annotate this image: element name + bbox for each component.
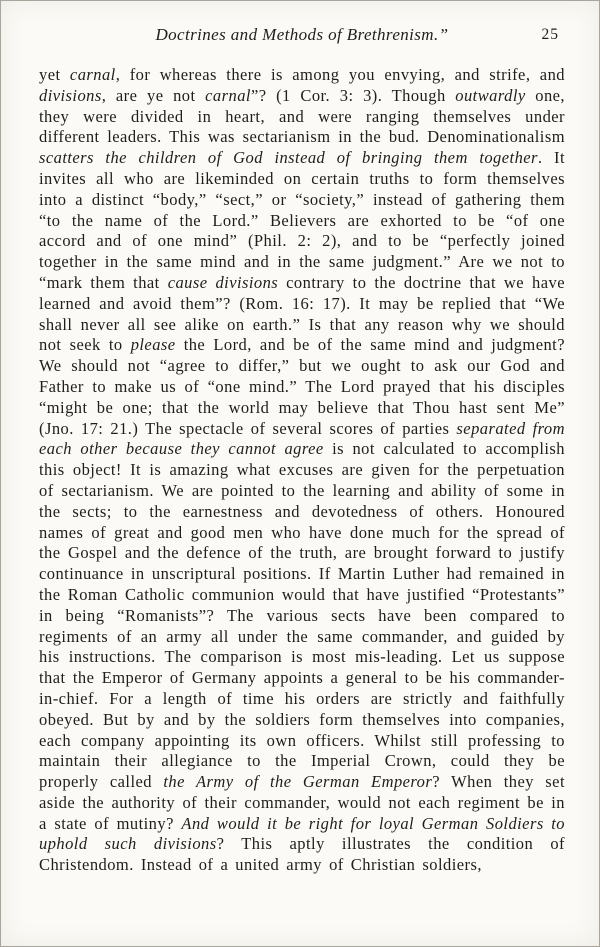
emphasized-text: divisions — [39, 85, 102, 105]
page-number: 25 — [541, 26, 559, 43]
emphasized-text: And would it be right for loyal German Soldiers to uphold such divisions — [39, 813, 565, 854]
body-text: ? When they set aside the authority of their commander, would not each regiment be in a state of mutiny? — [39, 772, 565, 833]
page-header — [39, 25, 565, 51]
body-text: ”? (1 Cor. 3: 3). Though — [250, 85, 456, 105]
body-text: is not calculated to accomplish this object! It is amazing what excuses are given for the perpetuation of sectarianism. We are pointed to the learning and ability of some in the sects; to the earnestness and devotedness of others. Honoured names of great and good men who have done much for the spread of the Gospel and the defence of the truth, are brought forward to justify continuance in unscriptural positions. If Martin Luther had remained in the Roman Catholic communion would that have justified “Protestants” in being “Romanists”? The various sects have been compared to regiments of an army all under the same commander, and guided by his instructions. The comparison is most mis-leading. Let us suppose that the Emperor of Germany appoints a general to be his commander-in-chief. For a length of time his orders are strictly and faithfully obeyed. But by and by the soldiers form themselves into companies, each company appointing its own officers. Whilst still professing to maintain their allegiance to the Imperial Crown, could they be properly called — [39, 439, 565, 792]
emphasized-text: the Army of the German Emperor — [163, 772, 433, 792]
body-text: ? This aptly illustrates the condition of Christendom. Instead of a united army of Christian soldiers, — [39, 834, 566, 875]
running-title: Doctrines and Methods of Brethrenism.” — [155, 25, 449, 44]
body-text: yet — [39, 65, 70, 84]
emphasized-text: outwardly — [455, 85, 526, 105]
emphasized-text: separated from each other because they cannot agree — [39, 418, 565, 459]
body-text: , are ye not — [101, 85, 206, 105]
emphasized-text: carnal — [69, 65, 116, 84]
emphasized-text: carnal — [205, 85, 251, 105]
body-text: contrary to the doctrine that we have learned and avoid them”? (Rom. 16: 17). It may be replied that “We shall never all see alike on earth.” Is that any reason why we should not seek to — [39, 272, 565, 355]
body-text: one, they were divided in heart, and were ranging themselves under different leaders. This was sectarianism in the bud. Denominationalism — [39, 85, 566, 147]
emphasized-text: please — [130, 335, 176, 355]
body-text: the Lord, and be of the same mind and judgment? We should not “agree to differ,” but we ought to ask our God and Father to make us of “one mind.” The Lord prayed that his disciples “might be one; that the world may believe that Thou hast sent Me” (Jno. 17: 21.) The spectacle of several scores of parties — [39, 335, 565, 438]
body-text: , for whereas there is among you envying, and strife, and — [115, 65, 565, 84]
emphasized-text: scatters the children of God instead of bringing them together — [39, 148, 538, 168]
body-text: . It invites all who are likeminded on certain truths to form themselves into a distinct “body,” “sect,” or “society,” instead of gathering them “to the name of the Lord.” Believers are exhorted to be “of one accord and of one mind” (Phil. 2: 2), and to be “perfectly joined together in the same mind and in the same judgment.” Are we not to “mark them that — [39, 148, 565, 292]
body-paragraph — [39, 65, 565, 876]
emphasized-text: cause divisions — [167, 272, 279, 292]
